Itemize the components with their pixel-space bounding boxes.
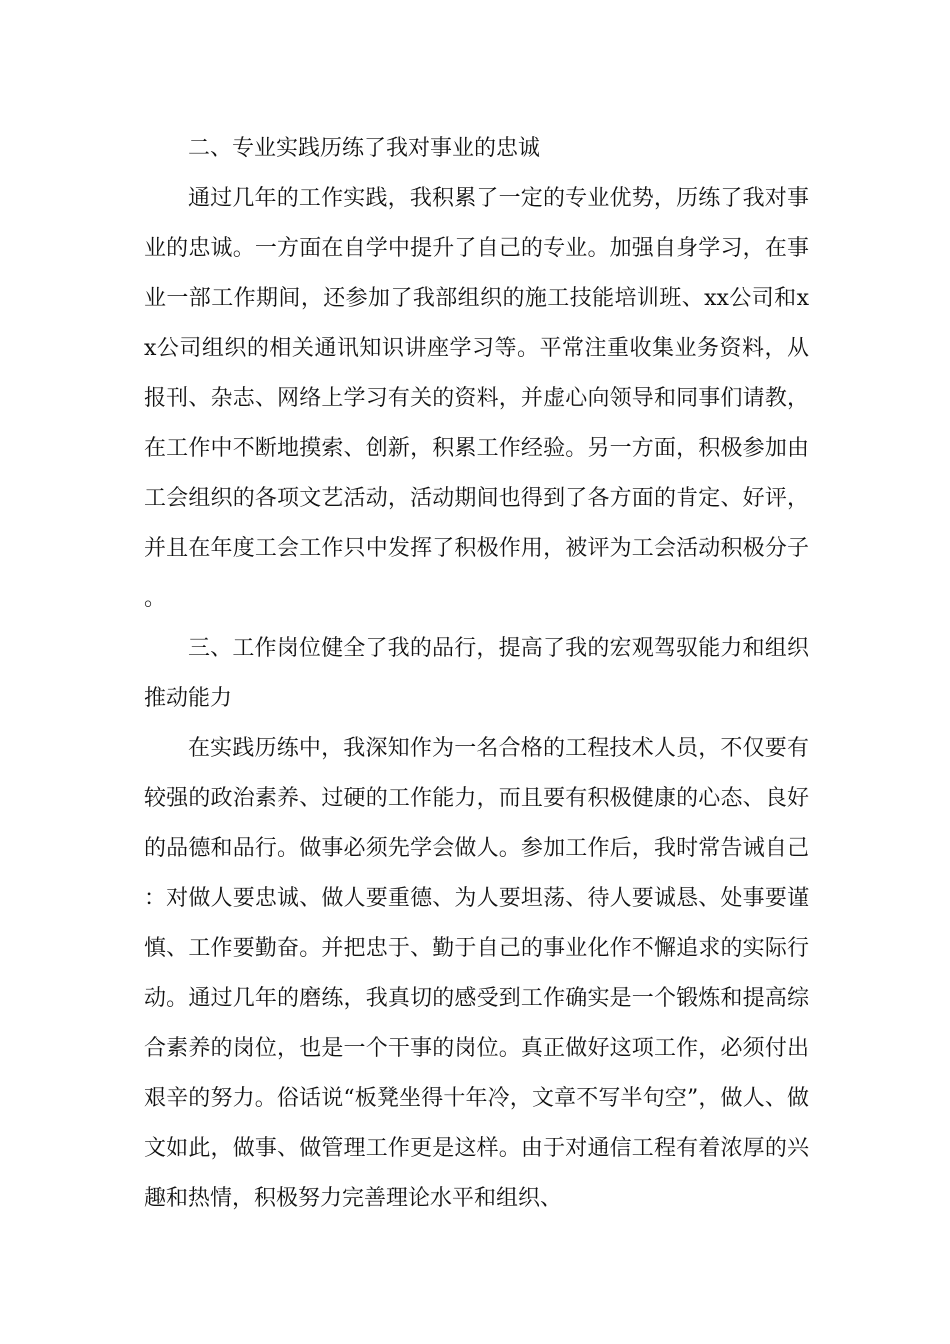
- document-body: [144, 124, 809, 1224]
- section-heading-two: 二、专业实践历练了我对事业的忠诚: [188, 136, 541, 161]
- body-paragraph: 通过几年的工作实践，我积累了一定的专业优势，历练了我对事业的忠诚。一方面在自学中提升了自己的专业。加强自身学习，在事业一部工作期间，还参加了我部组织的施工技能培训班、xx公司和xx公司组织的相关通讯知识讲座学习等。平常注重收集业务资料，从报刊、杂志、网络上学习有关的资料，并虚心向领导和同事们请教，在工作中不断地摸索、创新，积累工作经验。另一方面，积极参加由工会组织的各项文艺活动，活动期间也得到了各方面的肯定、好评，并且在年度工会工作只中发挥了积极作用，被评为工会活动积极分子。: [144, 186, 809, 611]
- section-heading-three: 三、工作岗位健全了我的品行，提高了我的宏观驾驭能力和组织推动能力: [144, 636, 809, 711]
- body-paragraph: 在实践历练中，我深知作为一名合格的工程技术人员，不仅要有较强的政治素养、过硬的工作能力，而且要有积极健康的心态、良好的品德和品行。做事必须先学会做人。参加工作后，我时常告诫自己：对做人要忠诚、做人要重德、为人要坦荡、待人要诚恳、处事要谨慎、工作要勤奋。并把忠于、勤于自己的事业化作不懈追求的实际行动。通过几年的磨练，我真切的感受到工作确实是一个锻炼和提高综合素养的岗位，也是一个干事的岗位。真正做好这项工作，必须付出艰辛的努力。俗话说“板凳坐得十年冷，文章不写半句空”，做人、做文如此，做事、做管理工作更是这样。由于对通信工程有着浓厚的兴趣和热情，积极努力完善理论水平和组织、: [144, 736, 809, 1211]
